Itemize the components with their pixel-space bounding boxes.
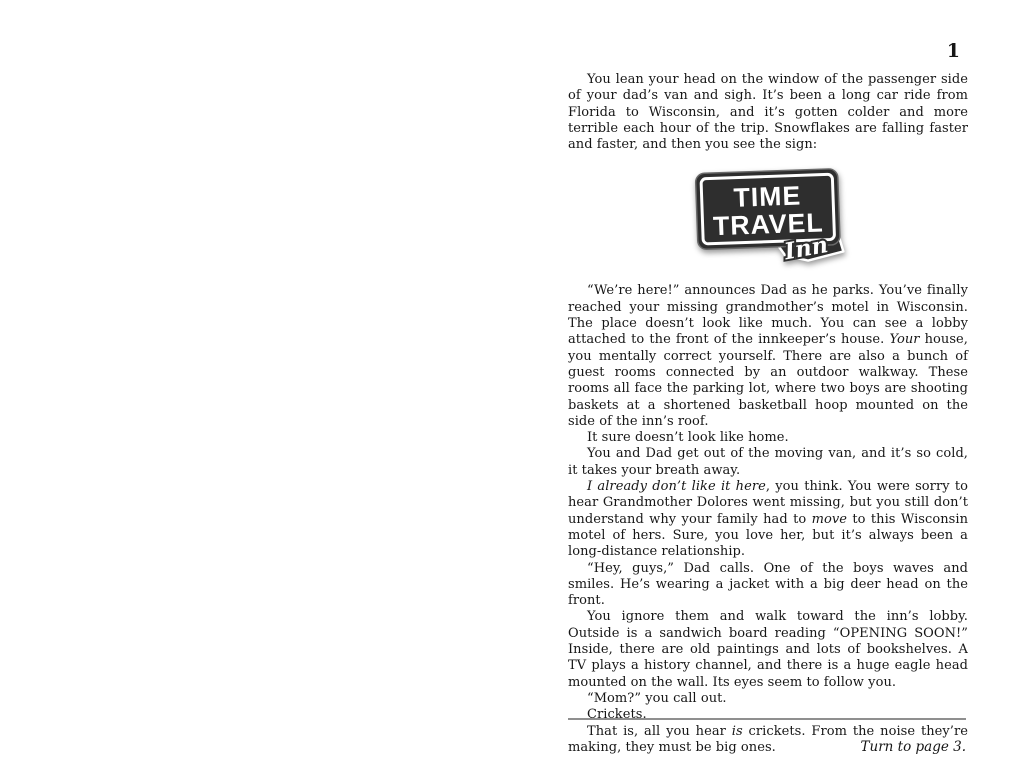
text-segment: Your xyxy=(889,332,920,348)
sign-container xyxy=(568,166,968,268)
text-segment: You ignore them and walk toward the inn’s lobby. Outside is a sandwich board reading “OPENING SOON!” Inside, there are old paintings and lots of bookshelves. A TV plays a history channel, and there is a huge eagle head mounted on the wall. Its eyes seem to follow you. xyxy=(568,609,968,690)
story-text-main xyxy=(568,283,968,756)
text-segment: “Hey, guys,” Dad calls. One of the boys waves and smiles. He’s wearing a jacket with a big deer head on the front. xyxy=(568,560,968,609)
text-segment: You lean your head on the window of the passenger side of your dad’s van and sigh. It’s been a long car ride from Florida to Wisconsin, and it’s gotten colder and more terrible each hour of the trip. Snowflakes are falling faster and faster, and then you see the sign: xyxy=(568,72,968,153)
text-segment: You and Dad get out of the moving van, and it’s so cold, it takes your breath away. xyxy=(568,446,968,478)
paragraph xyxy=(568,430,968,446)
text-segment: house, you mentally correct yourself. There are also a bunch of guest rooms connected by an outdoor walkway. These rooms all face the parking lot, where two boys are shooting baskets at a shortened basketball hoop mounted on the side of the inn’s roof. xyxy=(568,332,968,429)
paragraph xyxy=(568,561,968,610)
paragraph xyxy=(568,479,968,560)
paragraph xyxy=(568,707,968,723)
text-segment: crickets. From the noise they’re making, they must be big ones. xyxy=(568,723,968,755)
text-segment: “We’re here!” announces Dad as he parks. You’ve finally reached your missing grandmother’s motel in Wisconsin. The place doesn’t look like much. You can see a lobby attached to the front of the innkeeper’s house. xyxy=(568,283,968,348)
sign-text-travel: TRAVEL xyxy=(712,207,825,242)
time-travel-inn-sign xyxy=(689,166,847,268)
text-segment: That is, all you hear xyxy=(587,723,732,739)
text-segment: to this Wisconsin motel of hers. Sure, you love her, but it’s always been a long-distance relationship. xyxy=(568,511,968,560)
paragraph xyxy=(568,446,968,479)
text-column xyxy=(568,0,968,768)
text-segment: , you think. You were sorry to hear Grandmother Dolores went missing, but you still don’t understand why your family had to xyxy=(568,479,968,527)
text-segment: It sure doesn’t look like home. xyxy=(587,430,789,446)
text-segment: I already don’t like it here xyxy=(587,479,766,495)
page-turn-instruction: Turn to page 3. xyxy=(860,738,966,755)
sign-text-inn: Inn xyxy=(782,232,831,266)
text-segment: Crickets. xyxy=(587,707,647,723)
footer-divider xyxy=(568,718,966,720)
text-segment: move xyxy=(811,511,847,527)
story-text-top xyxy=(568,72,968,153)
sign-text-time: TIME xyxy=(733,180,802,214)
paragraph xyxy=(568,283,968,430)
text-segment: is xyxy=(731,723,743,739)
text-segment: “Mom?” you call out. xyxy=(587,690,727,706)
paragraph xyxy=(568,609,968,690)
paragraph xyxy=(568,72,968,153)
paragraph xyxy=(568,691,968,707)
page-number: 1 xyxy=(946,40,960,62)
